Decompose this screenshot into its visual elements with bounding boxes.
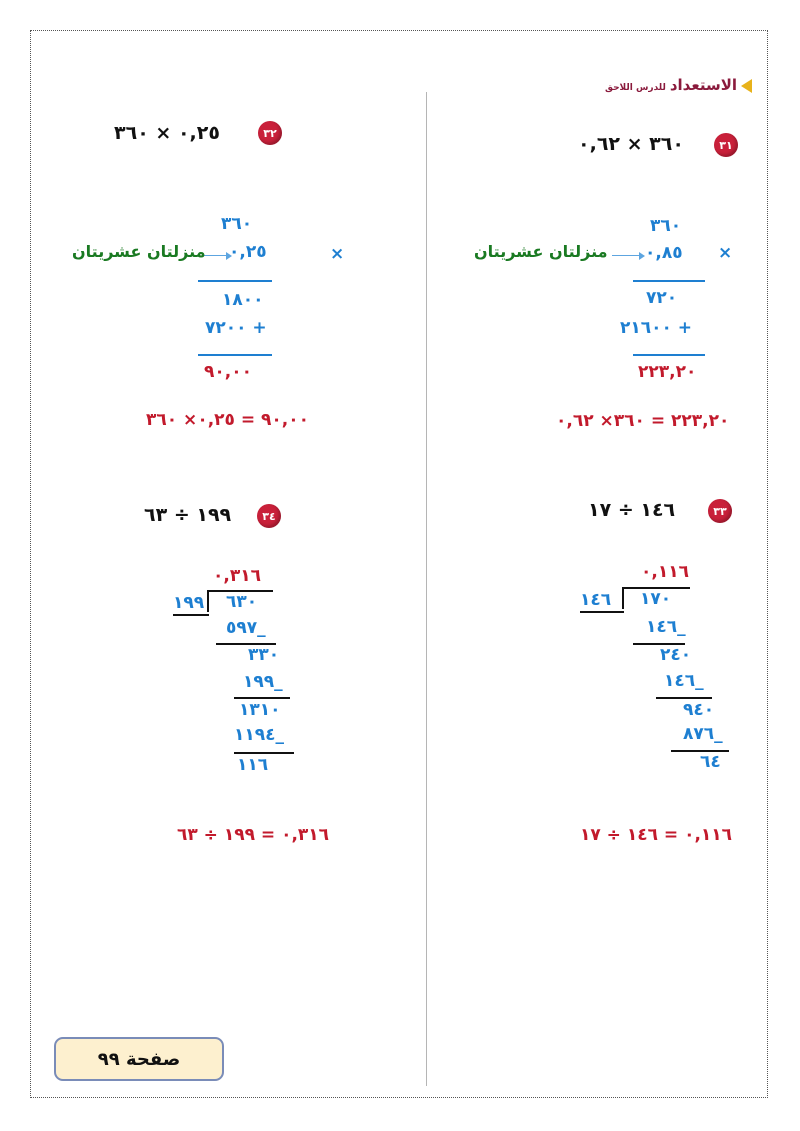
page-number-label: صفحة ٩٩: [97, 1048, 181, 1070]
q32-bottom-number: ٠,٢٥: [229, 242, 267, 262]
page-number-box: [54, 1037, 224, 1081]
q32-decimal-note: منزلتان عشريتان: [72, 242, 206, 261]
question-32-badge: ٣٢: [258, 121, 282, 145]
q33-remainder-1: ٢٤٠: [660, 645, 692, 665]
q33-remainder-3: ٦٤: [700, 752, 721, 772]
q33-answer: ٠,١١٦ = ١٤٦ ÷ ١٧: [580, 825, 733, 845]
q32-line-2: [198, 354, 272, 356]
q33-divisor-underline: [580, 611, 624, 613]
q31-bottom-number: ٠,٨٥: [645, 243, 683, 263]
q33-subtract-1: ١٤٦_: [646, 617, 686, 637]
q34-subtract-3: ١١٩٤_: [234, 725, 285, 745]
question-31-text: ٣٦٠ × ٠,٦٢: [578, 133, 684, 155]
q33-subtract-3: ٨٧٦_: [683, 724, 723, 744]
q33-remainder-2: ٩٤٠: [683, 700, 715, 720]
q33-dividend: ١٧٠: [640, 589, 672, 609]
q31-result: ٢٢٣,٢٠: [638, 362, 697, 382]
q33-subtract-2: ١٤٦_: [664, 671, 704, 691]
q33-line-2: [656, 697, 712, 699]
q32-arrow-icon: [203, 255, 227, 256]
q34-quotient: ٠,٣١٦: [213, 566, 261, 586]
q32-top-number: ٣٦٠: [221, 214, 253, 234]
q34-answer: ٠,٣١٦ = ١٩٩ ÷ ٦٣: [177, 825, 330, 845]
q34-dividend: ٦٣٠: [226, 592, 258, 612]
arrow-icon: [741, 79, 752, 93]
q33-divisor: ١٤٦: [580, 590, 612, 610]
q31-line-2: [633, 354, 705, 356]
question-34-badge: ٣٤: [257, 504, 281, 528]
q34-line-2: [234, 697, 290, 699]
q31-decimal-note: منزلتان عشريتان: [474, 242, 608, 261]
q32-partial-1: ١٨٠٠: [222, 290, 264, 310]
q31-partial-2: ٢١٦٠٠ +: [620, 318, 693, 338]
q34-remainder-2: ١٣١٠: [239, 700, 281, 720]
question-32-text: ٠,٢٥ × ٣٦٠: [114, 122, 220, 144]
column-divider: [426, 92, 427, 1086]
q34-divisor: ١٩٩: [173, 593, 205, 613]
q34-subtract-2: ١٩٩_: [243, 672, 283, 692]
q34-subtract-1: ٥٩٧_: [226, 618, 266, 638]
q34-line-3: [234, 752, 294, 754]
q34-remainder-3: ١١٦: [237, 755, 269, 775]
q31-partial-1: ٧٢٠: [646, 288, 678, 308]
q32-result: ٩٠,٠٠: [204, 362, 252, 382]
question-33-text: ١٤٦ ÷ ١٧: [588, 499, 676, 521]
q31-line-1: [633, 280, 705, 282]
q34-divisor-underline: [173, 614, 209, 616]
section-header: [605, 75, 752, 94]
section-title: الاستعداد: [669, 76, 737, 94]
q32-answer: ٩٠,٠٠ = ٠,٢٥× ٣٦٠: [146, 410, 309, 430]
section-subtitle: للدرس اللاحق: [604, 83, 666, 93]
q31-times-sign: ×: [718, 243, 733, 263]
question-34-text: ١٩٩ ÷ ٦٣: [144, 504, 232, 526]
q31-top-number: ٣٦٠: [650, 216, 682, 236]
q31-arrow-icon: [612, 255, 640, 256]
q34-remainder-1: ٣٣٠: [248, 645, 280, 665]
question-31-badge: ٣١: [714, 133, 738, 157]
q32-line-1: [198, 280, 272, 282]
q31-answer: ٢٢٣,٢٠ = ٣٦٠× ٠,٦٢: [556, 411, 730, 431]
q32-times-sign: ×: [330, 244, 345, 264]
q32-partial-2: ٧٢٠٠ +: [205, 318, 267, 338]
q33-quotient: ٠,١١٦: [641, 562, 689, 582]
question-33-badge: ٣٣: [708, 499, 732, 523]
